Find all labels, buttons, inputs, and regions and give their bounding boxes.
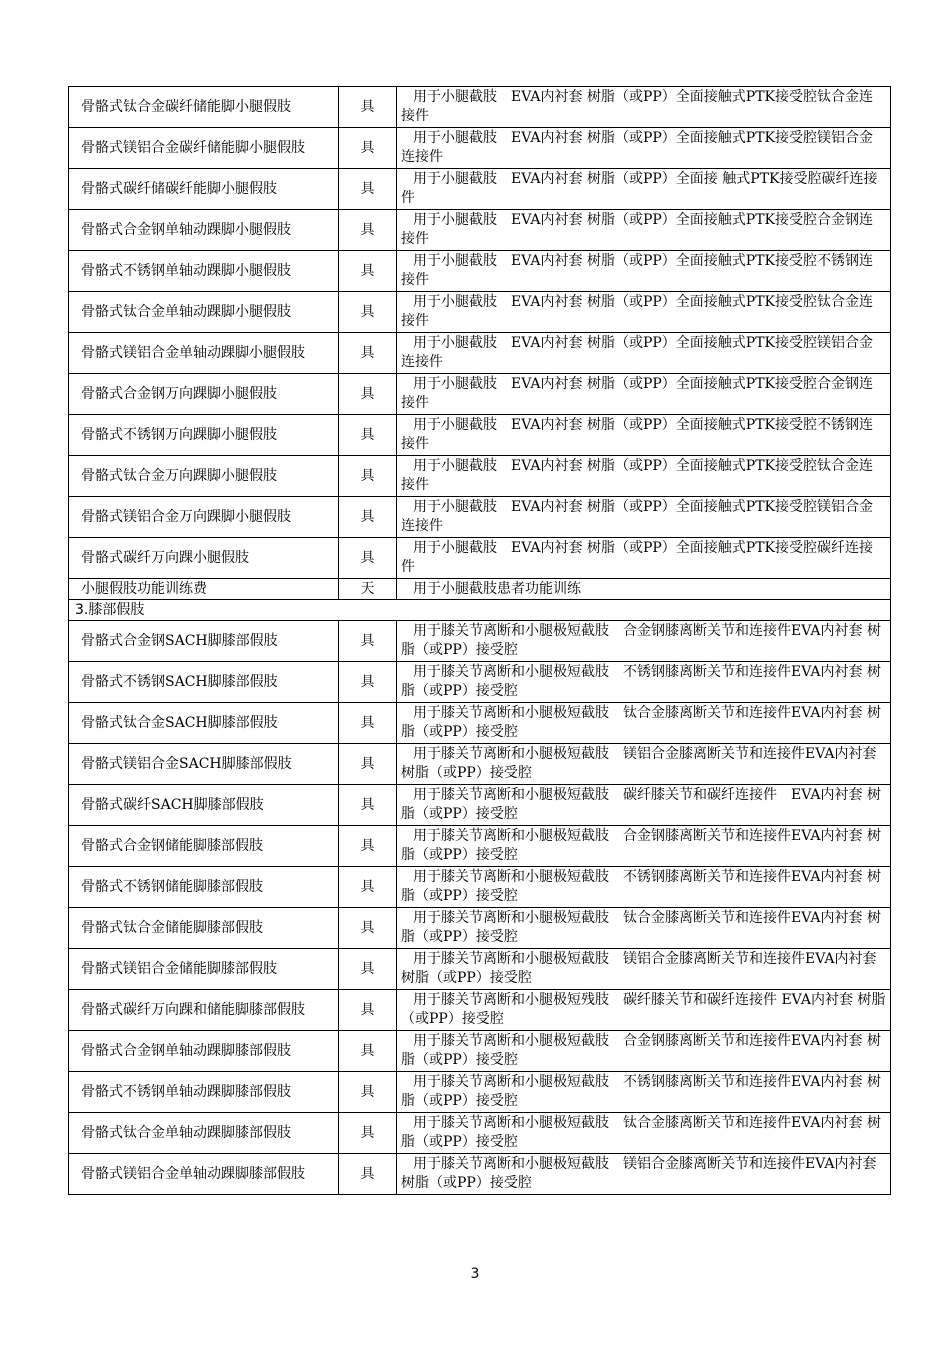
unit-cell: 具 [339,374,397,415]
item-name-cell: 骨骼式碳纤储碳纤能脚小腿假肢 [69,169,339,210]
item-name-cell: 骨骼式合金钢万向踝脚小腿假肢 [69,374,339,415]
description-cell: 用于小腿截肢 EVA内衬套 树脂（或PP）全面接触式PTK接受腔镁铝合金连接件 [397,497,891,538]
description-cell: 用于膝关节离断和小腿极短截肢 钛合金膝离断关节和连接件EVA内衬套 树脂（或PP）接受腔 [397,703,891,744]
unit-cell: 具 [339,1072,397,1113]
unit-cell: 具 [339,785,397,826]
description-cell: 用于膝关节离断和小腿极短截肢 不锈钢膝离断关节和连接件EVA内衬套 树脂（或PP）接受腔 [397,867,891,908]
item-name-cell: 骨骼式不锈钢SACH脚膝部假肢 [69,662,339,703]
table-row [69,87,891,128]
item-name-cell: 骨骼式不锈钢单轴动踝脚小腿假肢 [69,251,339,292]
item-name-cell: 骨骼式镁铝合金万向踝脚小腿假肢 [69,497,339,538]
table-row [69,538,891,579]
description-cell: 用于小腿截肢 EVA内衬套 树脂（或PP）全面接 触式PTK接受腔碳纤连接件 [397,169,891,210]
section-title: 3.膝部假肢 [69,600,891,621]
description-cell: 用于小腿截肢 EVA内衬套 树脂（或PP）全面接触式PTK接受腔钛合金连接件 [397,456,891,497]
item-name-cell: 骨骼式镁铝合金储能脚膝部假肢 [69,949,339,990]
table-row [69,497,891,538]
table-row [69,990,891,1031]
table-row [69,662,891,703]
table-row [69,826,891,867]
table-row [69,1113,891,1154]
table-row [69,292,891,333]
description-cell: 用于小腿截肢患者功能训练 [397,579,891,600]
unit-cell: 具 [339,990,397,1031]
description-cell: 用于膝关节离断和小腿极短截肢 合金钢膝离断关节和连接件EVA内衬套 树脂（或PP）接受腔 [397,621,891,662]
table-row [69,703,891,744]
table-row [69,1031,891,1072]
unit-cell: 具 [339,621,397,662]
unit-cell: 具 [339,169,397,210]
description-cell: 用于小腿截肢 EVA内衬套 树脂（或PP）全面接触式PTK接受腔镁铝合金连接件 [397,128,891,169]
item-name-cell: 骨骼式钛合金万向踝脚小腿假肢 [69,456,339,497]
unit-cell: 具 [339,826,397,867]
description-cell: 用于膝关节离断和小腿极短截肢 镁铝合金膝离断关节和连接件EVA内衬套 树脂（或PP）接受腔 [397,744,891,785]
unit-cell: 具 [339,662,397,703]
item-name-cell: 骨骼式不锈钢单轴动踝脚膝部假肢 [69,1072,339,1113]
table-row [69,1072,891,1113]
section-header-row [69,600,891,621]
unit-cell: 天 [339,579,397,600]
unit-cell: 具 [339,292,397,333]
item-name-cell: 骨骼式碳纤万向踝和储能脚膝部假肢 [69,990,339,1031]
unit-cell: 具 [339,497,397,538]
unit-cell: 具 [339,456,397,497]
description-cell: 用于小腿截肢 EVA内衬套 树脂（或PP）全面接触式PTK接受腔钛合金连接件 [397,292,891,333]
unit-cell: 具 [339,333,397,374]
item-name-cell: 骨骼式镁铝合金单轴动踝脚膝部假肢 [69,1154,339,1195]
description-cell: 用于膝关节离断和小腿极短截肢 碳纤膝关节和碳纤连接件 EVA内衬套 树脂（或PP）接受腔 [397,785,891,826]
description-cell: 用于膝关节离断和小腿极短截肢 不锈钢膝离断关节和连接件EVA内衬套 树脂（或PP）接受腔 [397,1072,891,1113]
item-name-cell: 骨骼式钛合金单轴动踝脚膝部假肢 [69,1113,339,1154]
description-cell: 用于膝关节离断和小腿极短截肢 钛合金膝离断关节和连接件EVA内衬套 树脂（或PP）接受腔 [397,908,891,949]
item-name-cell: 骨骼式镁铝合金碳纤储能脚小腿假肢 [69,128,339,169]
item-name-cell: 骨骼式合金钢单轴动踝脚膝部假肢 [69,1031,339,1072]
unit-cell: 具 [339,908,397,949]
item-name-cell: 骨骼式镁铝合金单轴动踝脚小腿假肢 [69,333,339,374]
unit-cell: 具 [339,128,397,169]
description-cell: 用于膝关节离断和小腿极短截肢 不锈钢膝离断关节和连接件EVA内衬套 树脂（或PP）接受腔 [397,662,891,703]
item-name-cell: 骨骼式钛合金SACH脚膝部假肢 [69,703,339,744]
description-cell: 用于小腿截肢 EVA内衬套 树脂（或PP）全面接触式PTK接受腔合金钢连接件 [397,210,891,251]
table-row [69,785,891,826]
unit-cell: 具 [339,1154,397,1195]
unit-cell: 具 [339,251,397,292]
item-name-cell: 骨骼式钛合金单轴动踝脚小腿假肢 [69,292,339,333]
table-row [69,744,891,785]
description-cell: 用于小腿截肢 EVA内衬套 树脂（或PP）全面接触式PTK接受腔合金钢连接件 [397,374,891,415]
description-cell: 用于膝关节离断和小腿极短截肢 合金钢膝离断关节和连接件EVA内衬套 树脂（或PP）接受腔 [397,1031,891,1072]
description-cell: 用于小腿截肢 EVA内衬套 树脂（或PP）全面接触式PTK接受腔碳纤连接件 [397,538,891,579]
item-name-cell: 骨骼式合金钢单轴动踝脚小腿假肢 [69,210,339,251]
table-row [69,333,891,374]
description-cell: 用于膝关节离断和小腿极短截肢 钛合金膝离断关节和连接件EVA内衬套 树脂（或PP）接受腔 [397,1113,891,1154]
unit-cell: 具 [339,538,397,579]
item-name-cell: 骨骼式合金钢SACH脚膝部假肢 [69,621,339,662]
item-name-cell: 骨骼式镁铝合金SACH脚膝部假肢 [69,744,339,785]
prosthesis-price-table [68,86,891,1195]
description-cell: 用于小腿截肢 EVA内衬套 树脂（或PP）全面接触式PTK接受腔钛合金连接件 [397,87,891,128]
unit-cell: 具 [339,703,397,744]
item-name-cell: 骨骼式不锈钢万向踝脚小腿假肢 [69,415,339,456]
description-cell: 用于膝关节离断和小腿极短截肢 镁铝合金膝离断关节和连接件EVA内衬套 树脂（或PP）接受腔 [397,1154,891,1195]
table-row [69,210,891,251]
description-cell: 用于小腿截肢 EVA内衬套 树脂（或PP）全面接触式PTK接受腔不锈钢连接件 [397,415,891,456]
item-name-cell: 骨骼式合金钢储能脚膝部假肢 [69,826,339,867]
table-row [69,949,891,990]
description-cell: 用于膝关节离断和小腿极短截肢 镁铝合金膝离断关节和连接件EVA内衬套 树脂（或PP）接受腔 [397,949,891,990]
unit-cell: 具 [339,744,397,785]
description-cell: 用于小腿截肢 EVA内衬套 树脂（或PP）全面接触式PTK接受腔不锈钢连接件 [397,251,891,292]
item-name-cell: 骨骼式碳纤万向踝小腿假肢 [69,538,339,579]
unit-cell: 具 [339,1031,397,1072]
table-row [69,1154,891,1195]
unit-cell: 具 [339,210,397,251]
description-cell: 用于膝关节离断和小腿极短截肢 合金钢膝离断关节和连接件EVA内衬套 树脂（或PP）接受腔 [397,826,891,867]
item-name-cell: 骨骼式钛合金碳纤储能脚小腿假肢 [69,87,339,128]
table-row [69,415,891,456]
unit-cell: 具 [339,415,397,456]
table-row [69,456,891,497]
item-name-cell: 骨骼式钛合金储能脚膝部假肢 [69,908,339,949]
description-cell: 用于膝关节离断和小腿极短残肢 碳纤膝关节和碳纤连接件 EVA内衬套 树脂（或PP）接受腔 [397,990,891,1031]
table-row [69,374,891,415]
table-row [69,621,891,662]
table-row [69,169,891,210]
table-row [69,579,891,600]
unit-cell: 具 [339,949,397,990]
unit-cell: 具 [339,87,397,128]
unit-cell: 具 [339,867,397,908]
item-name-cell: 小腿假肢功能训练费 [69,579,339,600]
description-cell: 用于小腿截肢 EVA内衬套 树脂（或PP）全面接触式PTK接受腔镁铝合金连接件 [397,333,891,374]
item-name-cell: 骨骼式不锈钢储能脚膝部假肢 [69,867,339,908]
table-row [69,251,891,292]
unit-cell: 具 [339,1113,397,1154]
table-row [69,128,891,169]
table-row [69,867,891,908]
table-row [69,908,891,949]
item-name-cell: 骨骼式碳纤SACH脚膝部假肢 [69,785,339,826]
page-number: 3 [470,1266,480,1282]
